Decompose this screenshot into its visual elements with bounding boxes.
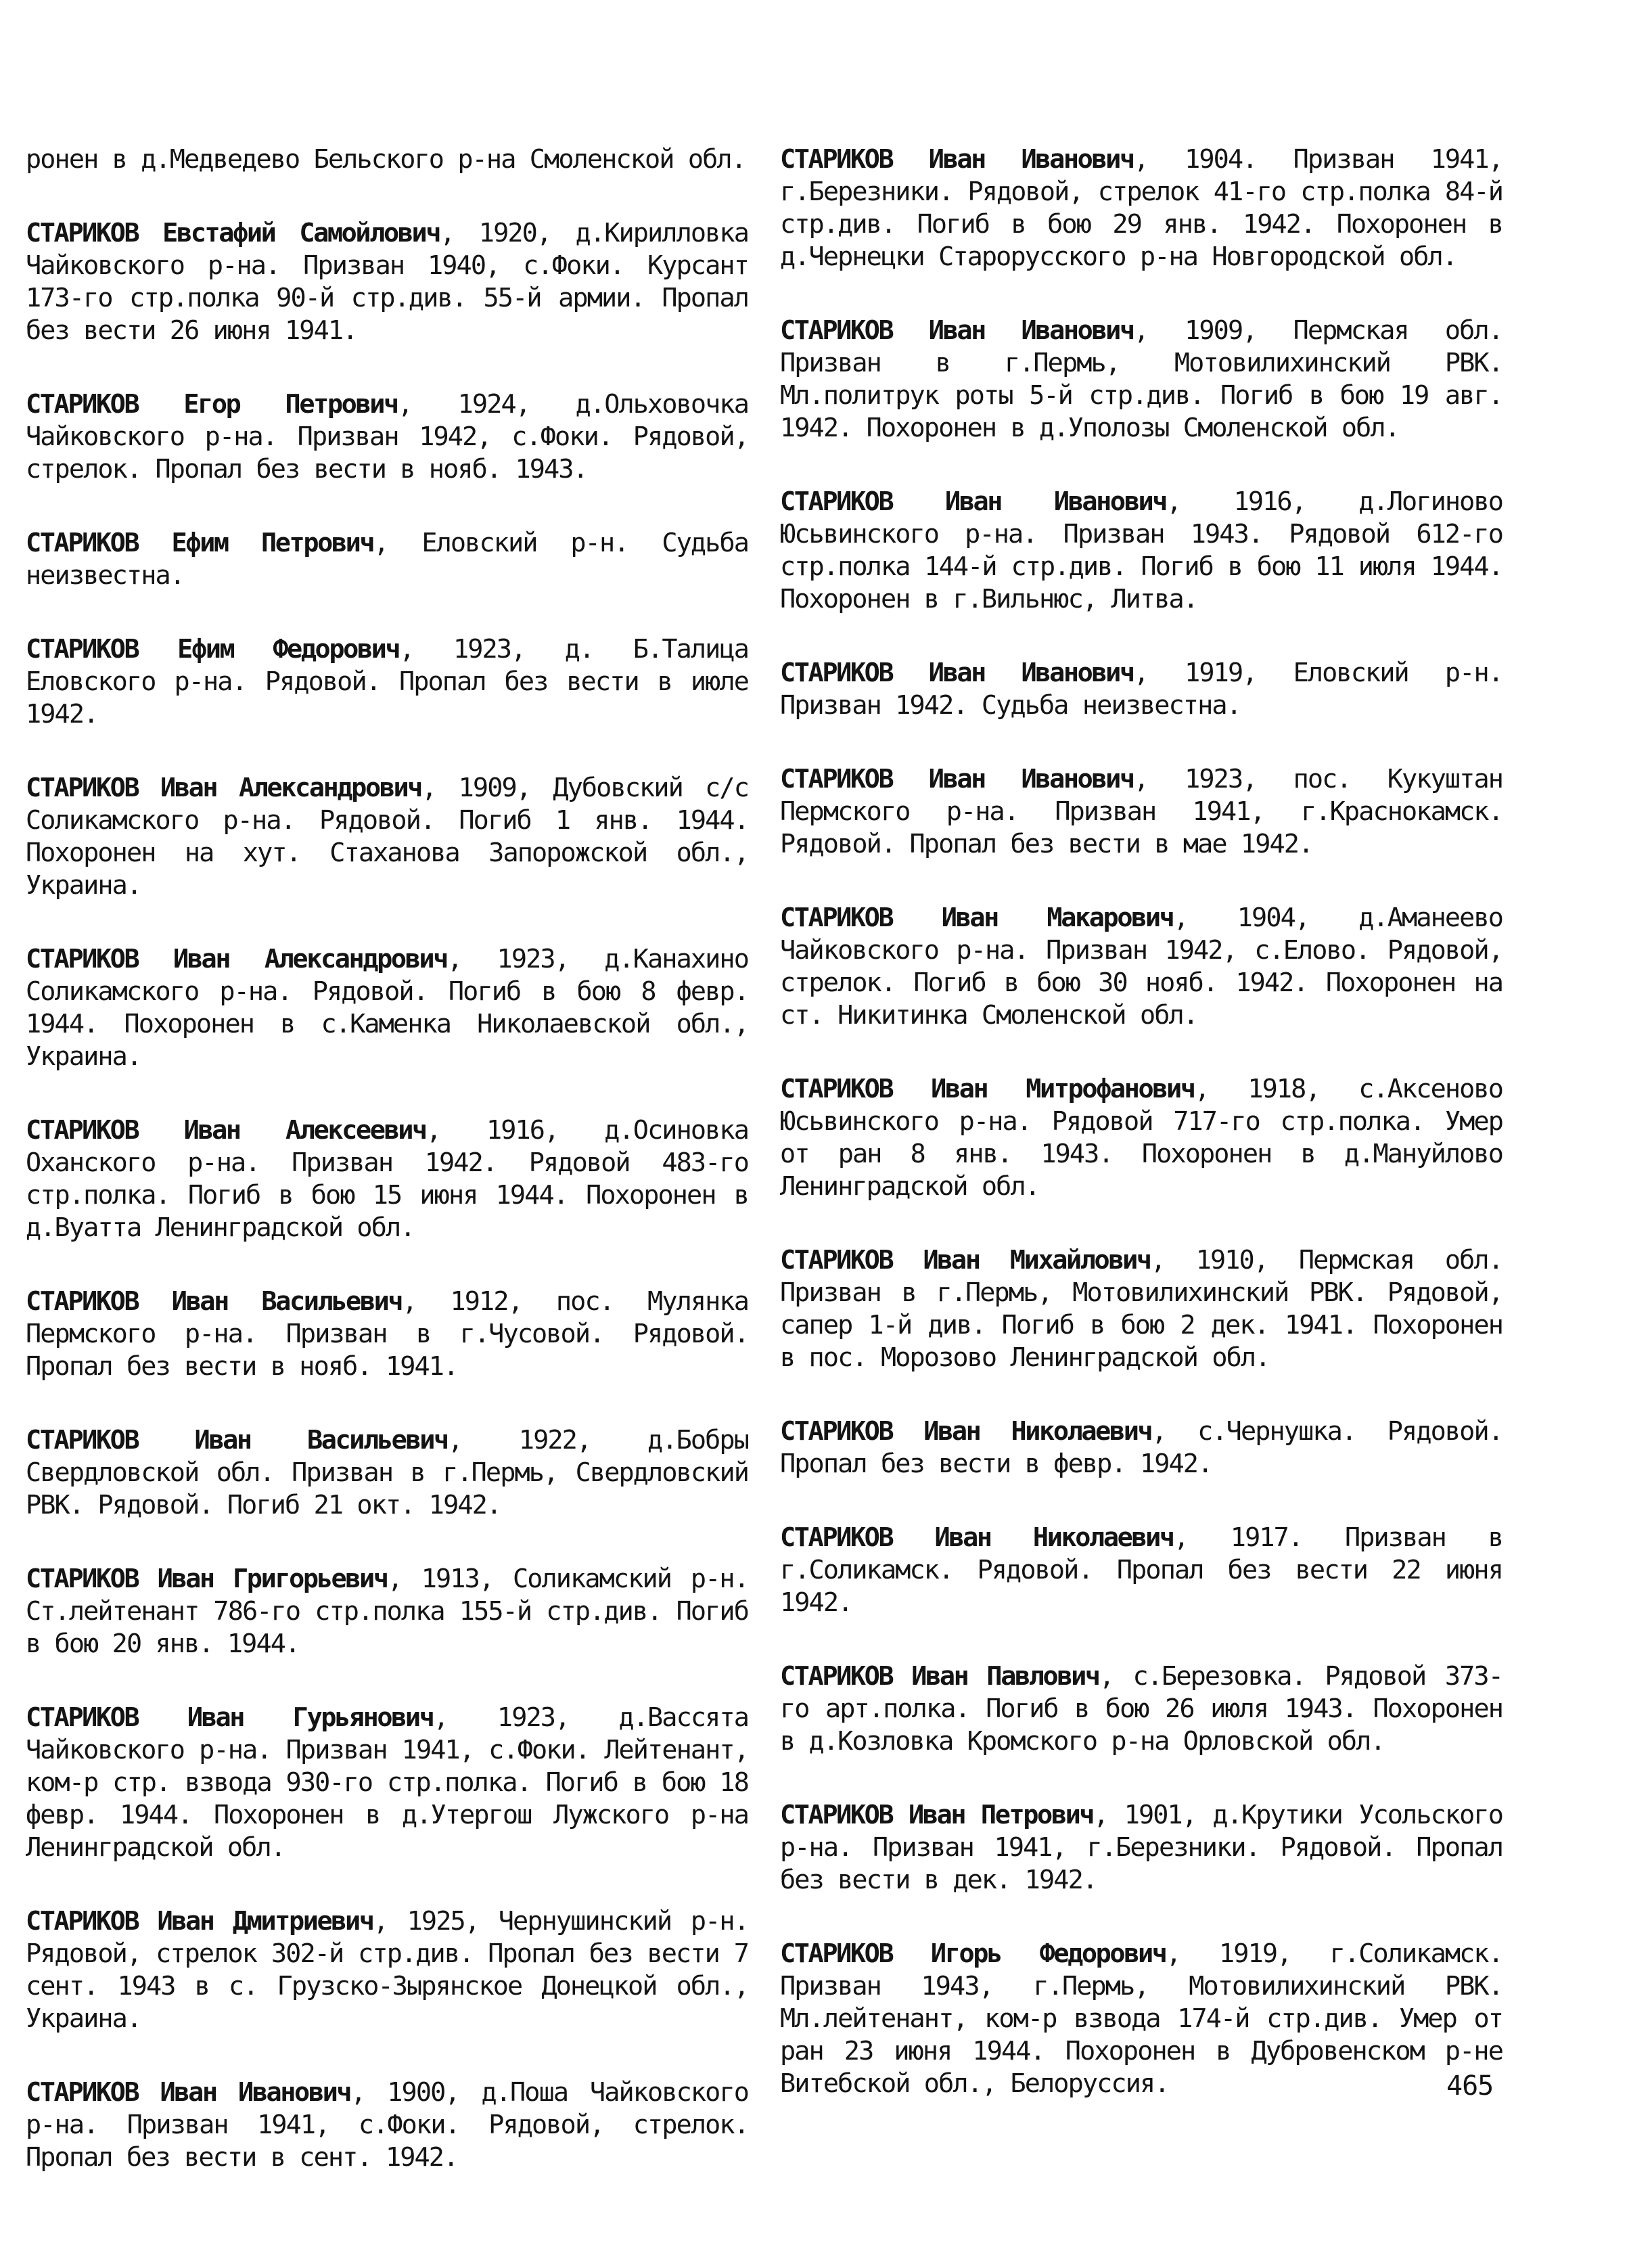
entry-text: , 1901, д.Крутики Усольского р-на. Призван 1941, г.Березники. Рядовой. Пропал без вести в дек. 1942.	[780, 1800, 1502, 1895]
entry-text: , 1919, г.Соликамск. Призван 1943, г.Пермь, Мотовилихинский РВК. Мл.лейтенант, ком-р взвода 174-й стр.див. Умер от ран 23 июня 1944. Похоронен в Дубровенском р-не Витебской обл., Белоруссия.	[780, 1938, 1502, 2099]
entry-text: , с.Березовка. Рядовой 373-го арт.полка. Погиб в бою 26 июля 1943. Похоронен в д.Козловка Кромского р-на Орловской обл.	[780, 1661, 1502, 1756]
entry-name: СТАРИКОВ Евстафий Самойлович	[26, 218, 440, 248]
entry-name: СТАРИКОВ Иван Макарович	[780, 903, 1174, 933]
entry-text: , 1917. Призван в г.Соликамск. Рядовой. Пропал без вести 22 июня 1942.	[780, 1522, 1502, 1618]
entry-name: СТАРИКОВ Иван Григорьевич	[26, 1564, 388, 1594]
biography-entry	[780, 315, 1502, 445]
biography-entry	[26, 217, 748, 347]
entry-name: СТАРИКОВ Иван Михайлович	[780, 1245, 1151, 1275]
biography-entry	[780, 902, 1502, 1032]
entry-name: СТАРИКОВ Иван Петрович	[780, 1800, 1094, 1830]
entry-text: , 1904. Призван 1941, г.Березники. Рядовой, стрелок 41-го стр.полка 84-й стр.див. Погиб в бою 29 янв. 1942. Похоронен в д.Чернецки Старорусского р-на Новгородской обл.	[780, 144, 1503, 272]
entry-name: СТАРИКОВ Ефим Петрович	[26, 528, 374, 558]
biography-entry	[26, 1563, 748, 1660]
biography-entry	[26, 1424, 748, 1522]
entry-name: СТАРИКОВ Иван Митрофанович	[780, 1074, 1195, 1104]
entry-text: , 1910, Пермская обл. Призван в г.Пермь, Мотовилихинский РВК. Рядовой, сапер 1-й див. Погиб в бою 2 дек. 1941. Похоронен в пос. Морозово Ленинградской обл.	[780, 1245, 1502, 1373]
biography-entry	[26, 1702, 748, 1864]
entry-name: СТАРИКОВ Ефим Федорович	[26, 634, 400, 664]
entry-name: СТАРИКОВ Иван Алексеевич	[26, 1115, 426, 1146]
entry-name: СТАРИКОВ Иван Павлович	[780, 1661, 1099, 1692]
entry-name: СТАРИКОВ Иван Николаевич	[780, 1416, 1152, 1447]
right-column	[780, 143, 1502, 2141]
entry-name: СТАРИКОВ Иван Александрович	[26, 773, 422, 803]
biography-entry	[780, 1660, 1502, 1758]
entry-name: СТАРИКОВ Иван Александрович	[26, 944, 447, 974]
entry-name: СТАРИКОВ Иван Николаевич	[780, 1522, 1174, 1553]
entry-text: , 1919, Еловский р-н. Призван 1942. Судьба неизвестна.	[780, 658, 1503, 721]
entry-text: , с.Чернушка. Рядовой. Пропал без вести в февр. 1942.	[780, 1416, 1502, 1479]
entry-name: СТАРИКОВ Иван Иванович	[780, 658, 1134, 688]
entry-name: СТАРИКОВ Иван Иванович	[26, 2077, 351, 2108]
biography-entry	[26, 2077, 748, 2174]
biography-entry	[26, 143, 748, 176]
entry-text: , 1918, с.Аксеново Юсьвинского р-на. Рядовой 717-го стр.полка. Умер от ран 8 янв. 1943. Похоронен в д.Мануйлово Ленинградской обл.	[780, 1074, 1502, 1202]
biography-entry	[26, 772, 748, 902]
left-column	[26, 143, 748, 2215]
entry-name: СТАРИКОВ Иван Дмитриевич	[26, 1906, 373, 1936]
entry-text: , Еловский р-н. Судьба неизвестна.	[26, 528, 749, 591]
biography-entry	[780, 1415, 1502, 1480]
entry-name: СТАРИКОВ Иван Иванович	[780, 315, 1134, 346]
entry-text: , 1923, д. Б.Талица Еловского р-на. Рядовой. Пропал без вести в июле 1942.	[26, 634, 748, 729]
biography-entry	[780, 1799, 1502, 1897]
entry-text: , 1904, д.Аманеево Чайковского р-на. Призван 1942, с.Елово. Рядовой, стрелок. Погиб в бою 30 нояб. 1942. Похоронен на ст. Никитинка Смоленской обл.	[780, 903, 1502, 1030]
entry-name: СТАРИКОВ Иван Иванович	[780, 764, 1134, 794]
entry-name: СТАРИКОВ Иван Васильевич	[26, 1286, 403, 1317]
biography-entry	[780, 143, 1502, 273]
biography-entry	[780, 1073, 1502, 1203]
entry-name: СТАРИКОВ Иван Иванович	[780, 486, 1167, 517]
entry-text: , 1920, д.Кирилловка Чайковского р-на. Призван 1940, с.Фоки. Курсант 173-го стр.полка 90-й стр.див. 55-й армии. Пропал без вести 26 июня 1941.	[26, 218, 748, 346]
entry-text: , 1909, Пермская обл. Призван в г.Пермь, Мотовилихинский РВК. Мл.политрук роты 5-й стр.див. Погиб в бою 19 авг. 1942. Похоронен в д.Уполозы Смоленской обл.	[780, 315, 1503, 443]
entry-text: , 1912, пос. Мулянка Пермского р-на. Призван в г.Чусовой. Рядовой. Пропал без вести в нояб. 1941.	[26, 1286, 748, 1382]
entry-text: , 1923, пос. Кукуштан Пермского р-на. Призван 1941, г.Краснокамск. Рядовой. Пропал без вести в мае 1942.	[780, 764, 1503, 859]
entry-text: , 1923, д.Канахино Соликамского р-на. Рядовой. Погиб в бою 8 февр. 1944. Похоронен в с.Каменка Николаевской обл., Украина.	[26, 944, 748, 1072]
biography-entry	[780, 763, 1502, 861]
biography-entry	[26, 1286, 748, 1383]
entry-name: СТАРИКОВ Иван Гурьянович	[26, 1702, 434, 1733]
page-number: 465	[1446, 2070, 1494, 2102]
entry-text: , 1900, д.Поша Чайковского р-на. Призван 1941, с.Фоки. Рядовой, стрелок. Пропал без вести в сент. 1942.	[26, 2077, 748, 2173]
biography-entry	[26, 388, 748, 486]
entry-name: СТАРИКОВ Егор Петрович	[26, 389, 398, 419]
entry-text: , 1913, Соликамский р-н. Ст.лейтенант 786-го стр.полка 155-й стр.див. Погиб в бою 20 янв. 1944.	[26, 1564, 748, 1659]
entry-text: ронен в д.Медведево Бельского р-на Смоленской обл.	[26, 144, 745, 175]
entry-text: , 1925, Чернушинский р-н. Рядовой, стрелок 302-й стр.див. Пропал без вести 7 сент. 1943 в с. Грузско-Зырянское Донецкой обл., Украина.	[26, 1906, 748, 2034]
biography-entry	[780, 486, 1502, 616]
entry-text: , 1909, Дубовский с/с Соликамского р-на. Рядовой. Погиб 1 янв. 1944. Похоронен на хут. Стаханова Запорожской обл., Украина.	[26, 773, 748, 901]
biography-entry	[26, 527, 748, 592]
entry-text: , 1922, д.Бобры Свердловской обл. Призван в г.Пермь, Свердловский РВК. Рядовой. Погиб 21 окт. 1942.	[26, 1425, 748, 1520]
entry-text: , 1923, д.Вассята Чайковского р-на. Призван 1941, с.Фоки. Лейтенант, ком-р стр. взвода 930-го стр.полка. Погиб в бою 18 февр. 1944. Похоронен в д.Утергош Лужского р-на Ленинградской обл.	[26, 1702, 748, 1863]
entry-text: , 1916, д.Осиновка Оханского р-на. Призван 1942. Рядовой 483-го стр.полка. Погиб в бою 15 июня 1944. Похоронен в д.Вуатта Ленинградской обл.	[26, 1115, 748, 1243]
biography-entry	[26, 1114, 748, 1244]
biography-entry	[780, 1938, 1502, 2100]
entry-name: СТАРИКОВ Иван Васильевич	[26, 1425, 448, 1455]
entry-text: , 1916, д.Логиново Юсьвинского р-на. Призван 1943. Рядовой 612-го стр.полка 144-й стр.див. Погиб в бою 11 июля 1944. Похоронен в г.Вильнюс, Литва.	[780, 486, 1502, 614]
entry-name: СТАРИКОВ Игорь Федорович	[780, 1938, 1166, 1969]
biography-entry	[780, 1244, 1502, 1374]
biography-entry	[26, 1905, 748, 2035]
biography-entry	[26, 943, 748, 1073]
biography-entry	[780, 657, 1502, 722]
biography-entry	[780, 1522, 1502, 1619]
entry-text: , 1924, д.Ольховочка Чайковского р-на. Призван 1942, с.Фоки. Рядовой, стрелок. Пропал без вести в нояб. 1943.	[26, 389, 748, 484]
entry-name: СТАРИКОВ Иван Иванович	[780, 144, 1134, 175]
biography-entry	[26, 633, 748, 731]
